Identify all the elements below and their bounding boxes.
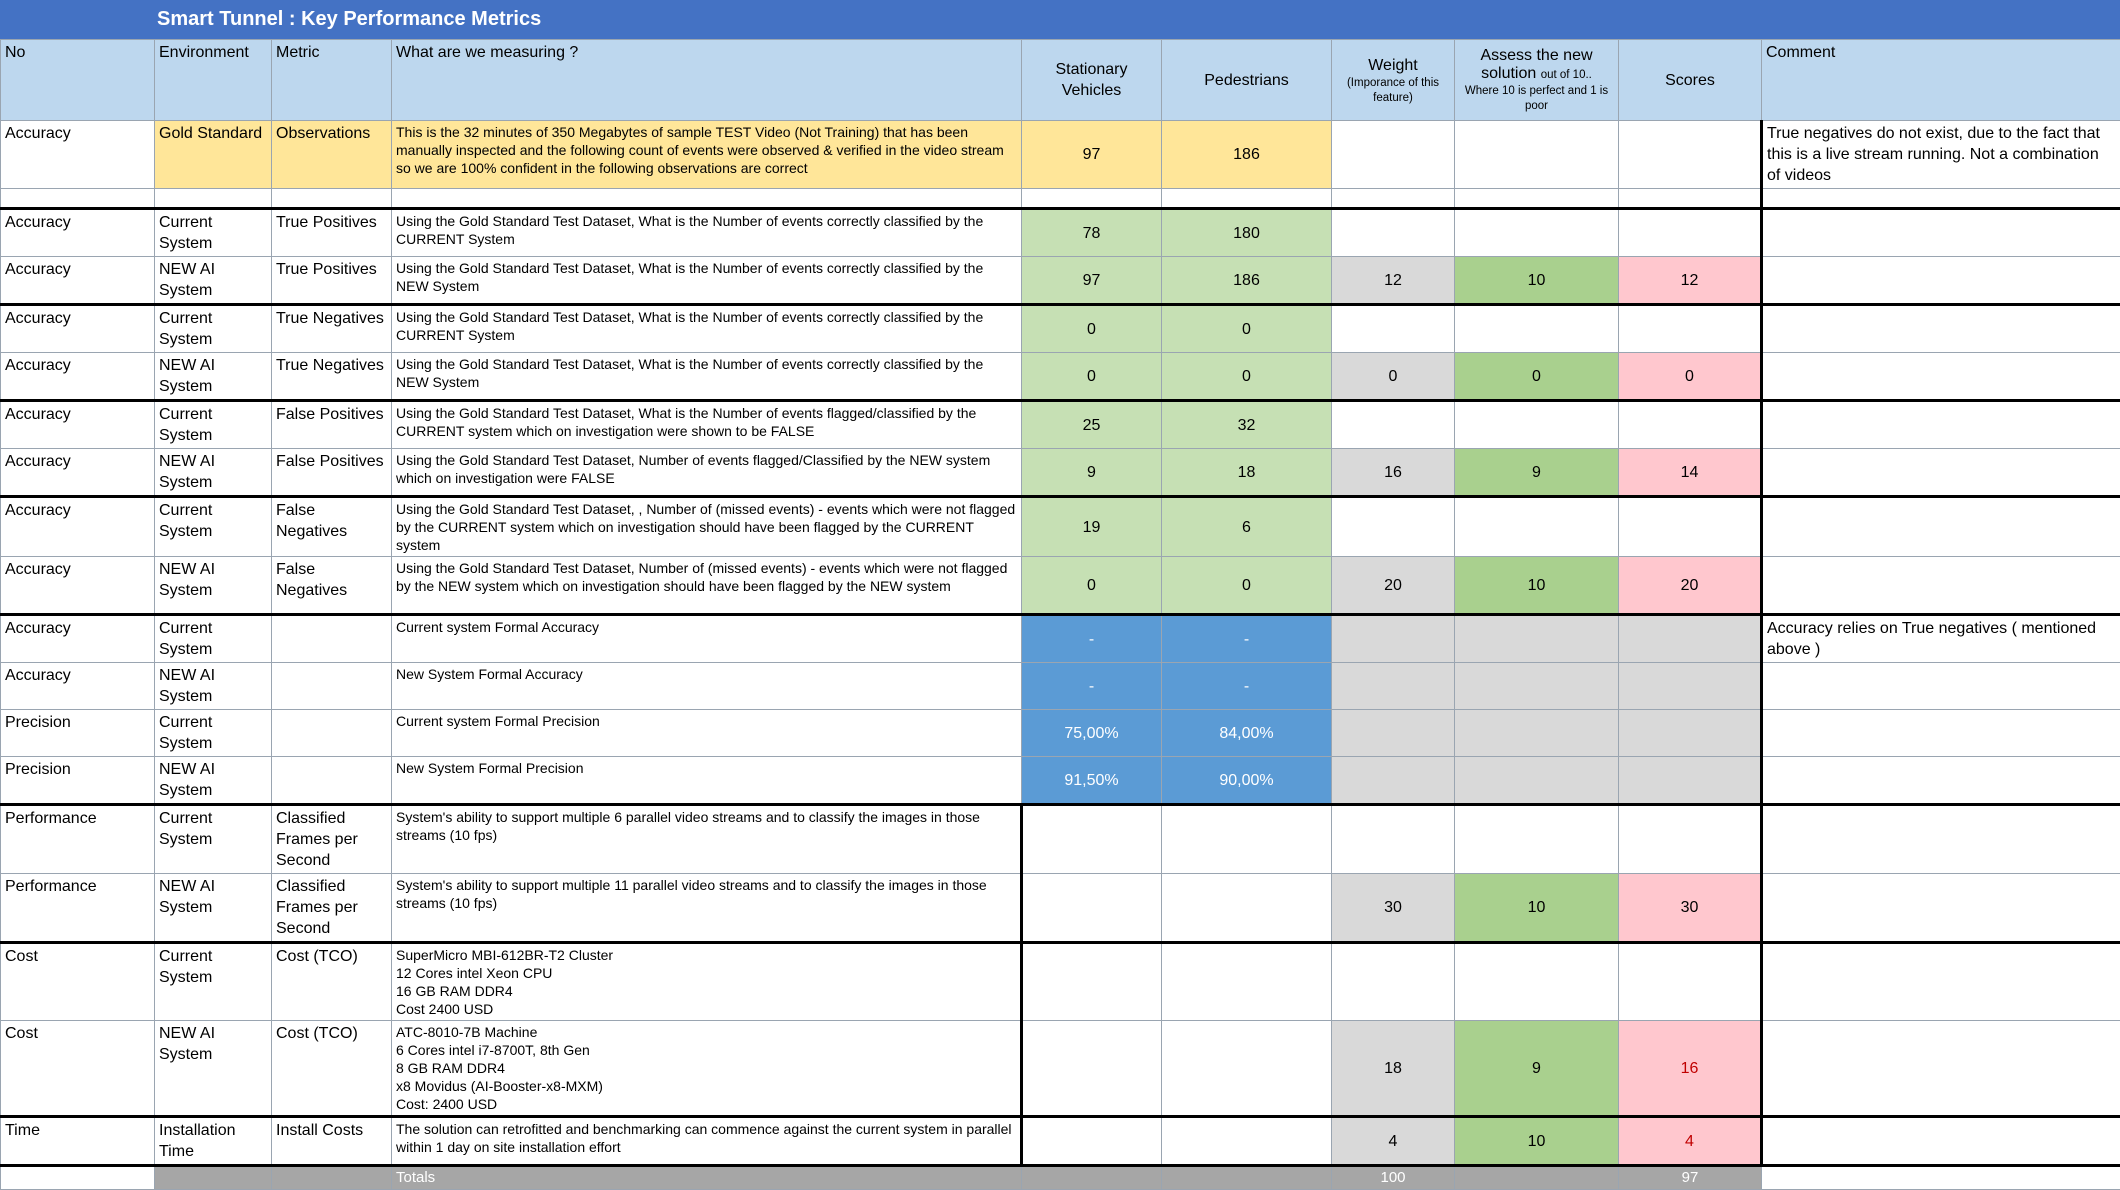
cell-environment: Installation Time	[155, 1117, 272, 1166]
empty-cell	[392, 189, 1022, 209]
totals-cell	[155, 1166, 272, 1190]
cell-stationary-vehicles	[1022, 874, 1162, 943]
cell-weight: 0	[1332, 353, 1455, 401]
table-row	[1, 449, 2120, 497]
cell-score: 20	[1619, 557, 1762, 615]
cell-no: Accuracy	[1, 353, 155, 401]
cell-metric: Classified Frames per Second	[272, 874, 392, 943]
empty-cell	[1762, 189, 2120, 209]
cell-score: 16	[1619, 1021, 1762, 1117]
cell-pedestrians	[1162, 943, 1332, 1021]
cell-score	[1619, 401, 1762, 449]
empty-cell	[155, 189, 272, 209]
cell-measuring: New System Formal Accuracy	[392, 663, 1022, 710]
cell-measuring	[392, 943, 1022, 1021]
cell-weight	[1332, 121, 1455, 189]
cell-comment	[1762, 209, 2120, 257]
cell-no: Precision	[1, 757, 155, 805]
cell-weight: 16	[1332, 449, 1455, 497]
cell-assess: 0	[1455, 353, 1619, 401]
cell-assess	[1455, 615, 1619, 663]
header-comment: Comment	[1762, 40, 2120, 121]
header-no: No	[1, 40, 155, 121]
table-row	[1, 353, 2120, 401]
header-row	[1, 40, 2120, 121]
table-row	[1, 874, 2120, 943]
empty-cell	[1619, 189, 1762, 209]
cell-no: Cost	[1, 1021, 155, 1117]
cell-measuring: Using the Gold Standard Test Dataset, What is the Number of events correctly classified by the NEW System	[392, 353, 1022, 401]
cell-environment: NEW AI System	[155, 874, 272, 943]
measuring-line: ATC-8010-7B Machine	[396, 1023, 1016, 1041]
table-row	[1, 1021, 2120, 1117]
cell-no: Accuracy	[1, 615, 155, 663]
cell-environment: NEW AI System	[155, 557, 272, 615]
cell-assess	[1455, 943, 1619, 1021]
cell-measuring: This is the 32 minutes of 350 Megabytes of sample TEST Video (Not Training) that has been manually inspected and the following count of events were observed & verified in the video stream so we are 100% confident in the following observations are correct	[392, 121, 1022, 189]
cell-pedestrians: 0	[1162, 353, 1332, 401]
cell-no: Accuracy	[1, 305, 155, 353]
header-assess	[1455, 40, 1619, 121]
totals-cell	[1162, 1166, 1332, 1190]
cell-no: Cost	[1, 943, 155, 1021]
cell-score: 14	[1619, 449, 1762, 497]
cell-score: 30	[1619, 874, 1762, 943]
cell-weight	[1332, 757, 1455, 805]
empty-cell	[1162, 189, 1332, 209]
cell-metric: Observations	[272, 121, 392, 189]
cell-comment	[1762, 449, 2120, 497]
measuring-line: SuperMicro MBI-612BR-T2 Cluster	[396, 946, 1016, 964]
cell-metric	[272, 615, 392, 663]
table-row	[1, 805, 2120, 874]
cell-assess	[1455, 305, 1619, 353]
cell-no: Accuracy	[1, 557, 155, 615]
cell-comment	[1762, 943, 2120, 1021]
cell-environment: Current System	[155, 497, 272, 557]
measuring-line: Cost: 2400 USD	[396, 1095, 1016, 1113]
cell-measuring: The solution can retrofitted and benchmarking can commence against the current system in parallel within 1 day on site installation effort	[392, 1117, 1022, 1166]
cell-environment: Current System	[155, 805, 272, 874]
table-row	[1, 943, 2120, 1021]
cell-weight	[1332, 663, 1455, 710]
cell-pedestrians: 6	[1162, 497, 1332, 557]
cell-weight	[1332, 710, 1455, 757]
cell-pedestrians	[1162, 1021, 1332, 1117]
cell-assess: 9	[1455, 449, 1619, 497]
table-row	[1, 257, 2120, 305]
cell-score: 0	[1619, 353, 1762, 401]
cell-no: Accuracy	[1, 257, 155, 305]
cell-assess	[1455, 710, 1619, 757]
header-assess-inline: out of 10..	[1541, 69, 1592, 81]
cell-pedestrians: 186	[1162, 257, 1332, 305]
cell-weight	[1332, 305, 1455, 353]
table-row	[1, 757, 2120, 805]
cell-comment	[1762, 257, 2120, 305]
cell-no: Performance	[1, 874, 155, 943]
cell-environment: Current System	[155, 615, 272, 663]
cell-pedestrians: 84,00%	[1162, 710, 1332, 757]
cell-environment: Gold Standard	[155, 121, 272, 189]
cell-metric	[272, 710, 392, 757]
kpi-table	[0, 39, 2120, 1190]
measuring-line: 16 GB RAM DDR4	[396, 982, 1016, 1000]
cell-assess: 10	[1455, 257, 1619, 305]
header-metric: Metric	[272, 40, 392, 121]
cell-weight: 30	[1332, 874, 1455, 943]
cell-score	[1619, 757, 1762, 805]
cell-weight: 18	[1332, 1021, 1455, 1117]
table-row	[1, 209, 2120, 257]
cell-comment	[1762, 1021, 2120, 1117]
cell-metric: False Negatives	[272, 497, 392, 557]
cell-stationary-vehicles: -	[1022, 615, 1162, 663]
cell-comment	[1762, 757, 2120, 805]
totals-row	[1, 1166, 2120, 1190]
cell-pedestrians: 180	[1162, 209, 1332, 257]
cell-measuring: Using the Gold Standard Test Dataset, Number of (missed events) - events which were not flagged by the NEW system which on investigation should have been flagged by the NEW system	[392, 557, 1022, 615]
header-pedestrians: Pedestrians	[1162, 40, 1332, 121]
cell-assess	[1455, 805, 1619, 874]
table-row	[1, 497, 2120, 557]
cell-metric: True Positives	[272, 209, 392, 257]
sheet-title: Smart Tunnel : Key Performance Metrics	[157, 8, 541, 31]
cell-stationary-vehicles: 91,50%	[1022, 757, 1162, 805]
cell-environment: NEW AI System	[155, 449, 272, 497]
cell-comment	[1762, 1117, 2120, 1166]
table-row	[1, 401, 2120, 449]
cell-pedestrians: 90,00%	[1162, 757, 1332, 805]
cell-weight: 12	[1332, 257, 1455, 305]
cell-environment: Current System	[155, 943, 272, 1021]
cell-score	[1619, 710, 1762, 757]
cell-metric: True Negatives	[272, 353, 392, 401]
measuring-line: 6 Cores intel i7-8700T, 8th Gen	[396, 1041, 1016, 1059]
header-stationary-vehicles: Stationary Vehicles	[1022, 40, 1162, 121]
cell-pedestrians	[1162, 1117, 1332, 1166]
cell-stationary-vehicles: 19	[1022, 497, 1162, 557]
cell-metric	[272, 663, 392, 710]
cell-score	[1619, 663, 1762, 710]
cell-score: 4	[1619, 1117, 1762, 1166]
cell-score	[1619, 615, 1762, 663]
measuring-line: x8 Movidus (AI-Booster-x8-MXM)	[396, 1077, 1016, 1095]
totals-label: Totals	[392, 1166, 1022, 1190]
cell-stationary-vehicles: 9	[1022, 449, 1162, 497]
cell-metric: Install Costs	[272, 1117, 392, 1166]
cell-no: Time	[1, 1117, 155, 1166]
cell-assess	[1455, 401, 1619, 449]
cell-metric: Cost (TCO)	[272, 943, 392, 1021]
cell-stationary-vehicles: 0	[1022, 557, 1162, 615]
cell-score	[1619, 943, 1762, 1021]
cell-comment	[1762, 710, 2120, 757]
header-weight-main: Weight	[1368, 57, 1418, 74]
cell-assess: 9	[1455, 1021, 1619, 1117]
empty-cell	[1022, 189, 1162, 209]
cell-measuring: Using the Gold Standard Test Dataset, Number of events flagged/Classified by the NEW system which on investigation were FALSE	[392, 449, 1022, 497]
cell-pedestrians: -	[1162, 615, 1332, 663]
cell-measuring: Current system Formal Precision	[392, 710, 1022, 757]
cell-metric	[272, 757, 392, 805]
cell-pedestrians: 0	[1162, 557, 1332, 615]
cell-stationary-vehicles: 97	[1022, 121, 1162, 189]
cell-metric: False Negatives	[272, 557, 392, 615]
cell-weight: 20	[1332, 557, 1455, 615]
empty-cell	[1455, 189, 1619, 209]
cell-measuring: New System Formal Precision	[392, 757, 1022, 805]
cell-weight	[1332, 943, 1455, 1021]
header-assess-main: Assess the new solution	[1480, 47, 1592, 82]
table-row	[1, 1117, 2120, 1166]
cell-measuring: System's ability to support multiple 11 parallel video streams and to classify the images in those streams (10 fps)	[392, 874, 1022, 943]
cell-comment: True negatives do not exist, due to the fact that this is a live stream running. Not a combination of videos	[1762, 121, 2120, 189]
cell-weight	[1332, 497, 1455, 557]
cell-measuring: Using the Gold Standard Test Dataset, What is the Number of events flagged/classified by the CURRENT system which on investigation were shown to be FALSE	[392, 401, 1022, 449]
cell-stationary-vehicles: 97	[1022, 257, 1162, 305]
cell-assess: 10	[1455, 557, 1619, 615]
header-assess-sub: Where 10 is perfect and 1 is poor	[1459, 84, 1614, 114]
cell-pedestrians: 32	[1162, 401, 1332, 449]
cell-comment	[1762, 497, 2120, 557]
cell-no: Performance	[1, 805, 155, 874]
cell-environment: NEW AI System	[155, 757, 272, 805]
cell-assess	[1455, 497, 1619, 557]
cell-no: Precision	[1, 710, 155, 757]
cell-environment: NEW AI System	[155, 353, 272, 401]
header-scores: Scores	[1619, 40, 1762, 121]
cell-pedestrians	[1162, 874, 1332, 943]
cell-pedestrians: -	[1162, 663, 1332, 710]
cell-pedestrians	[1162, 805, 1332, 874]
cell-weight	[1332, 615, 1455, 663]
cell-stationary-vehicles: 25	[1022, 401, 1162, 449]
header-environment: Environment	[155, 40, 272, 121]
cell-assess	[1455, 757, 1619, 805]
measuring-line: 8 GB RAM DDR4	[396, 1059, 1016, 1077]
table-row	[1, 121, 2120, 189]
cell-stationary-vehicles: 0	[1022, 353, 1162, 401]
cell-stationary-vehicles	[1022, 943, 1162, 1021]
header-weight-sub: (Imporance of this feature)	[1336, 76, 1450, 106]
table-row	[1, 710, 2120, 757]
cell-environment: Current System	[155, 401, 272, 449]
cell-no: Accuracy	[1, 121, 155, 189]
cell-score	[1619, 497, 1762, 557]
cell-pedestrians: 0	[1162, 305, 1332, 353]
cell-no: Accuracy	[1, 663, 155, 710]
spacer-row	[1, 189, 2120, 209]
cell-stationary-vehicles: 75,00%	[1022, 710, 1162, 757]
cell-comment	[1762, 353, 2120, 401]
cell-stationary-vehicles: -	[1022, 663, 1162, 710]
cell-environment: Current System	[155, 710, 272, 757]
cell-environment: NEW AI System	[155, 1021, 272, 1117]
cell-metric: Classified Frames per Second	[272, 805, 392, 874]
cell-stationary-vehicles	[1022, 1021, 1162, 1117]
cell-stationary-vehicles	[1022, 1117, 1162, 1166]
totals-score: 97	[1619, 1166, 1762, 1190]
cell-no: Accuracy	[1, 449, 155, 497]
cell-pedestrians: 186	[1162, 121, 1332, 189]
cell-comment	[1762, 874, 2120, 943]
totals-weight: 100	[1332, 1166, 1455, 1190]
header-measuring: What are we measuring ?	[392, 40, 1022, 121]
totals-cell	[1762, 1166, 2120, 1190]
cell-assess: 10	[1455, 1117, 1619, 1166]
measuring-line: 12 Cores intel Xeon CPU	[396, 964, 1016, 982]
empty-cell	[272, 189, 392, 209]
cell-measuring: Using the Gold Standard Test Dataset, What is the Number of events correctly classified by the CURRENT System	[392, 209, 1022, 257]
table-row	[1, 557, 2120, 615]
cell-assess	[1455, 209, 1619, 257]
cell-assess: 10	[1455, 874, 1619, 943]
cell-environment: NEW AI System	[155, 257, 272, 305]
totals-cell	[272, 1166, 392, 1190]
measuring-line: Cost 2400 USD	[396, 1000, 1016, 1018]
cell-stationary-vehicles	[1022, 805, 1162, 874]
cell-pedestrians: 18	[1162, 449, 1332, 497]
empty-cell	[1332, 189, 1455, 209]
cell-weight	[1332, 209, 1455, 257]
cell-measuring: Using the Gold Standard Test Dataset, What is the Number of events correctly classified by the CURRENT System	[392, 305, 1022, 353]
totals-cell	[1, 1166, 155, 1190]
cell-metric: False Positives	[272, 401, 392, 449]
totals-cell	[1455, 1166, 1619, 1190]
cell-score	[1619, 805, 1762, 874]
cell-measuring: System's ability to support multiple 6 parallel video streams and to classify the images in those streams (10 fps)	[392, 805, 1022, 874]
cell-comment: Accuracy relies on True negatives ( mentioned above )	[1762, 615, 2120, 663]
cell-score: 12	[1619, 257, 1762, 305]
cell-score	[1619, 305, 1762, 353]
cell-stationary-vehicles: 0	[1022, 305, 1162, 353]
cell-environment: Current System	[155, 305, 272, 353]
cell-weight	[1332, 401, 1455, 449]
cell-measuring: Using the Gold Standard Test Dataset, What is the Number of events correctly classified by the NEW System	[392, 257, 1022, 305]
table-row	[1, 305, 2120, 353]
cell-comment	[1762, 557, 2120, 615]
cell-assess	[1455, 121, 1619, 189]
title-bar	[0, 0, 2120, 40]
cell-weight: 4	[1332, 1117, 1455, 1166]
cell-environment: Current System	[155, 209, 272, 257]
cell-score	[1619, 121, 1762, 189]
table-row	[1, 663, 2120, 710]
cell-no: Accuracy	[1, 497, 155, 557]
cell-metric: Cost (TCO)	[272, 1021, 392, 1117]
cell-measuring: Using the Gold Standard Test Dataset, , Number of (missed events) - events which were not flagged by the CURRENT system which on investigation should have been flagged by the CURRENT system	[392, 497, 1022, 557]
cell-comment	[1762, 401, 2120, 449]
cell-measuring: Current system Formal Accuracy	[392, 615, 1022, 663]
cell-metric: True Negatives	[272, 305, 392, 353]
totals-cell	[1022, 1166, 1162, 1190]
cell-weight	[1332, 805, 1455, 874]
header-weight	[1332, 40, 1455, 121]
cell-comment	[1762, 663, 2120, 710]
cell-comment	[1762, 805, 2120, 874]
cell-no: Accuracy	[1, 401, 155, 449]
cell-comment	[1762, 305, 2120, 353]
cell-metric: True Positives	[272, 257, 392, 305]
cell-score	[1619, 209, 1762, 257]
table-row	[1, 615, 2120, 663]
cell-measuring	[392, 1021, 1022, 1117]
empty-cell	[1, 189, 155, 209]
cell-no: Accuracy	[1, 209, 155, 257]
cell-assess	[1455, 663, 1619, 710]
cell-environment: NEW AI System	[155, 663, 272, 710]
cell-stationary-vehicles: 78	[1022, 209, 1162, 257]
cell-metric: False Positives	[272, 449, 392, 497]
